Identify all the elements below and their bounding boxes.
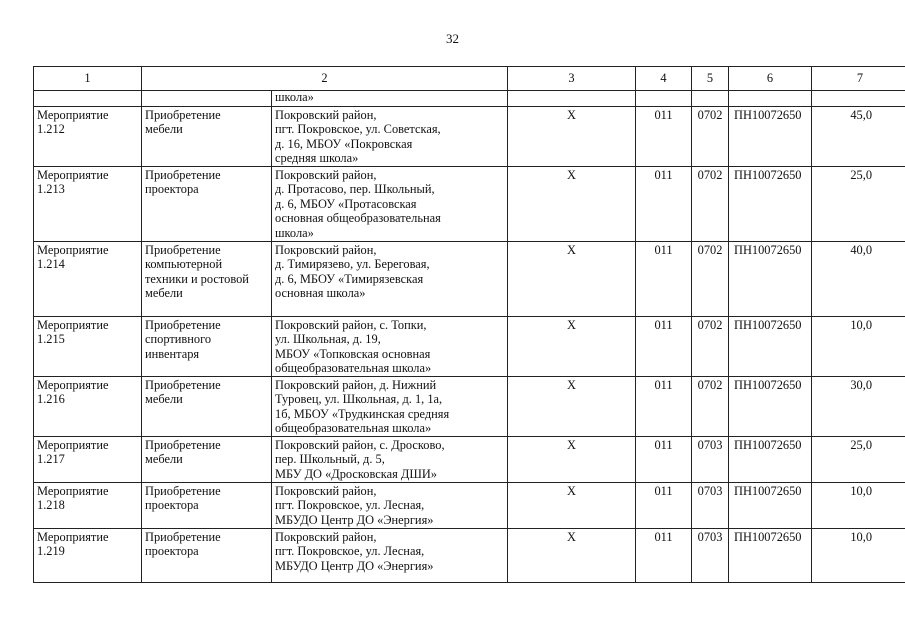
measure-id-cell-line: 1.213	[37, 182, 65, 197]
address-cell	[272, 529, 508, 583]
address-cell	[272, 437, 508, 483]
col5-cell: 0702	[692, 107, 729, 167]
address-cell-line: средняя школа»	[275, 151, 359, 166]
measure-name-cell	[142, 437, 272, 483]
address-cell-line: МБОУ «Топковская основная	[275, 346, 431, 361]
measure-id-cell-line: 1.215	[37, 332, 65, 347]
header-col-1: 1	[34, 67, 142, 91]
col4-cell: 011	[636, 242, 692, 317]
address-cell	[272, 107, 508, 167]
measure-id-cell-line: Мероприятие	[37, 318, 109, 332]
col6-cell: ПН10072650	[729, 377, 812, 437]
measure-id-cell	[34, 437, 142, 483]
address-cell-line: д. Протасово, пер. Школьный,	[275, 182, 435, 197]
measure-name-cell-line: Приобретение	[145, 438, 221, 452]
measure-name-cell	[142, 242, 272, 317]
table-row	[34, 483, 905, 529]
col5-cell: 0702	[692, 377, 729, 437]
budget-table	[33, 66, 905, 583]
header-col-5: 5	[692, 67, 729, 91]
col5-cell: 0702	[692, 242, 729, 317]
measure-name-cell	[142, 377, 272, 437]
col6-cell: ПН10072650	[729, 529, 812, 583]
measure-id-cell-line: Мероприятие	[37, 484, 109, 498]
address-cell-line: школа»	[275, 225, 314, 240]
address-cell-line: общеобразовательная школа»	[275, 361, 432, 376]
measure-name-cell-line: мебели	[145, 286, 183, 301]
address-cell	[272, 242, 508, 317]
col4-cell: 011	[636, 437, 692, 483]
col4-cell: 011	[636, 167, 692, 242]
measure-id-cell	[34, 107, 142, 167]
measure-name-cell	[142, 483, 272, 529]
measure-name-cell	[142, 529, 272, 583]
measure-name-cell-line: проектора	[145, 544, 199, 559]
continuation-name-cell	[142, 91, 272, 107]
header-col-3: 3	[508, 67, 636, 91]
measure-id-cell	[34, 377, 142, 437]
address-cell-line: д. 16, МБОУ «Покровская	[275, 136, 413, 151]
measure-name-cell-line: Приобретение	[145, 530, 221, 544]
measure-id-cell-line: Мероприятие	[37, 168, 109, 182]
col4-cell: 011	[636, 317, 692, 377]
continuation-address-line: школа»	[275, 90, 314, 104]
measure-id-cell	[34, 529, 142, 583]
col6-cell: ПН10072650	[729, 167, 812, 242]
measure-name-cell-line: проектора	[145, 182, 199, 197]
address-cell-line: Покровский район,	[275, 484, 377, 498]
measure-name-cell-line: Приобретение	[145, 378, 221, 392]
address-cell-line: Покровский район,	[275, 530, 377, 544]
continuation-col4-cell	[636, 91, 692, 107]
measure-name-cell-line: компьютерной	[145, 257, 223, 272]
measure-name-cell-line: Приобретение	[145, 484, 221, 498]
measure-name-cell-line: мебели	[145, 452, 183, 467]
continuation-col3-cell	[508, 91, 636, 107]
table-body	[34, 91, 905, 583]
continuation-col7-cell	[812, 91, 905, 107]
measure-id-cell-line: Мероприятие	[37, 108, 109, 122]
address-cell-line: д. Тимирязево, ул. Береговая,	[275, 257, 430, 272]
table-row	[34, 377, 905, 437]
address-cell-line: Туровец, ул. Школьная, д. 1, 1а,	[275, 392, 443, 407]
continuation-col5-cell	[692, 91, 729, 107]
measure-id-cell-line: 1.212	[37, 122, 65, 137]
col4-cell: 011	[636, 529, 692, 583]
measure-name-cell-line: Приобретение	[145, 318, 221, 332]
amount-cell: 10,0	[812, 529, 905, 583]
address-cell-line: Покровский район, д. Нижний	[275, 378, 437, 392]
address-cell	[272, 483, 508, 529]
measure-id-cell	[34, 317, 142, 377]
col3-cell: Х	[508, 167, 636, 242]
col3-cell: Х	[508, 377, 636, 437]
address-cell-line: д. 6, МБОУ «Протасовская	[275, 196, 417, 211]
continuation-id-cell	[34, 91, 142, 107]
header-col-2: 2	[142, 67, 508, 91]
address-cell-line: Покровский район, с. Топки,	[275, 318, 427, 332]
address-cell	[272, 377, 508, 437]
col5-cell: 0702	[692, 167, 729, 242]
measure-id-cell	[34, 483, 142, 529]
measure-name-cell-line: спортивного	[145, 332, 212, 347]
table-row	[34, 317, 905, 377]
address-cell-line: МБУ ДО «Дросковская ДШИ»	[275, 466, 437, 481]
address-cell-line: д. 6, МБОУ «Тимирязевская	[275, 271, 424, 286]
measure-name-cell	[142, 107, 272, 167]
table-row	[34, 437, 905, 483]
col6-cell: ПН10072650	[729, 107, 812, 167]
measure-id-cell-line: 1.219	[37, 544, 65, 559]
page-number: 32	[446, 31, 459, 46]
header-col-4: 4	[636, 67, 692, 91]
measure-name-cell-line: проектора	[145, 498, 199, 513]
address-cell-line: пгт. Покровское, ул. Лесная,	[275, 544, 425, 559]
address-cell-line: пгт. Покровское, ул. Советская,	[275, 122, 441, 137]
measure-name-cell-line: мебели	[145, 392, 183, 407]
table-row	[34, 242, 905, 317]
col4-cell: 011	[636, 377, 692, 437]
measure-name-cell-line: Приобретение	[145, 168, 221, 182]
amount-cell: 25,0	[812, 167, 905, 242]
measure-id-cell-line: Мероприятие	[37, 530, 109, 544]
amount-cell: 10,0	[812, 483, 905, 529]
measure-name-cell-line: Приобретение	[145, 243, 221, 257]
col3-cell: Х	[508, 437, 636, 483]
address-cell	[272, 317, 508, 377]
measure-id-cell	[34, 242, 142, 317]
measure-name-cell	[142, 317, 272, 377]
measure-id-cell-line: Мероприятие	[37, 438, 109, 452]
address-cell-line: пер. Школьный, д. 5,	[275, 452, 385, 467]
address-cell-line: основная общеобразовательная	[275, 211, 441, 226]
col5-cell: 0703	[692, 437, 729, 483]
table-row	[34, 167, 905, 242]
address-cell-line: МБУДО Центр ДО «Энергия»	[275, 512, 434, 527]
col6-cell: ПН10072650	[729, 483, 812, 529]
continuation-col6-cell	[729, 91, 812, 107]
col4-cell: 011	[636, 483, 692, 529]
address-cell	[272, 167, 508, 242]
continuation-row	[34, 91, 905, 107]
col5-cell: 0703	[692, 529, 729, 583]
measure-name-cell-line: техники и ростовой	[145, 271, 249, 286]
header-row	[34, 67, 905, 91]
measure-id-cell	[34, 167, 142, 242]
header-col-6: 6	[729, 67, 812, 91]
col4-cell: 011	[636, 107, 692, 167]
address-cell-line: пгт. Покровское, ул. Лесная,	[275, 498, 425, 513]
measure-name-cell-line: Приобретение	[145, 108, 221, 122]
address-cell-line: общеобразовательная школа»	[275, 421, 432, 436]
address-cell-line: 1б, МБОУ «Трудкинская средняя	[275, 406, 450, 421]
continuation-address-cell	[272, 91, 508, 107]
col3-cell: Х	[508, 483, 636, 529]
address-cell-line: Покровский район,	[275, 168, 377, 182]
measure-id-cell-line: 1.218	[37, 498, 65, 513]
measure-id-cell-line: Мероприятие	[37, 243, 109, 257]
header-col-7: 7	[812, 67, 905, 91]
table-row	[34, 529, 905, 583]
address-cell-line: ул. Школьная, д. 19,	[275, 332, 381, 347]
col3-cell: Х	[508, 529, 636, 583]
measure-id-cell-line: 1.217	[37, 452, 65, 467]
amount-cell: 25,0	[812, 437, 905, 483]
measure-id-cell-line: 1.216	[37, 392, 65, 407]
col3-cell: Х	[508, 242, 636, 317]
col3-cell: Х	[508, 107, 636, 167]
address-cell-line: основная школа»	[275, 286, 366, 301]
measure-id-cell-line: 1.214	[37, 257, 65, 272]
table-row	[34, 107, 905, 167]
measure-name-cell	[142, 167, 272, 242]
col5-cell: 0702	[692, 317, 729, 377]
measure-name-cell-line: мебели	[145, 122, 183, 137]
col3-cell: Х	[508, 317, 636, 377]
measure-id-cell-line: Мероприятие	[37, 378, 109, 392]
col6-cell: ПН10072650	[729, 437, 812, 483]
amount-cell: 10,0	[812, 317, 905, 377]
amount-cell: 30,0	[812, 377, 905, 437]
address-cell-line: Покровский район, с. Дросково,	[275, 438, 445, 452]
address-cell-line: Покровский район,	[275, 108, 377, 122]
col6-cell: ПН10072650	[729, 242, 812, 317]
amount-cell: 40,0	[812, 242, 905, 317]
amount-cell: 45,0	[812, 107, 905, 167]
measure-name-cell-line: инвентаря	[145, 346, 200, 361]
address-cell-line: МБУДО Центр ДО «Энергия»	[275, 558, 434, 573]
col5-cell: 0703	[692, 483, 729, 529]
address-cell-line: Покровский район,	[275, 243, 377, 257]
col6-cell: ПН10072650	[729, 317, 812, 377]
